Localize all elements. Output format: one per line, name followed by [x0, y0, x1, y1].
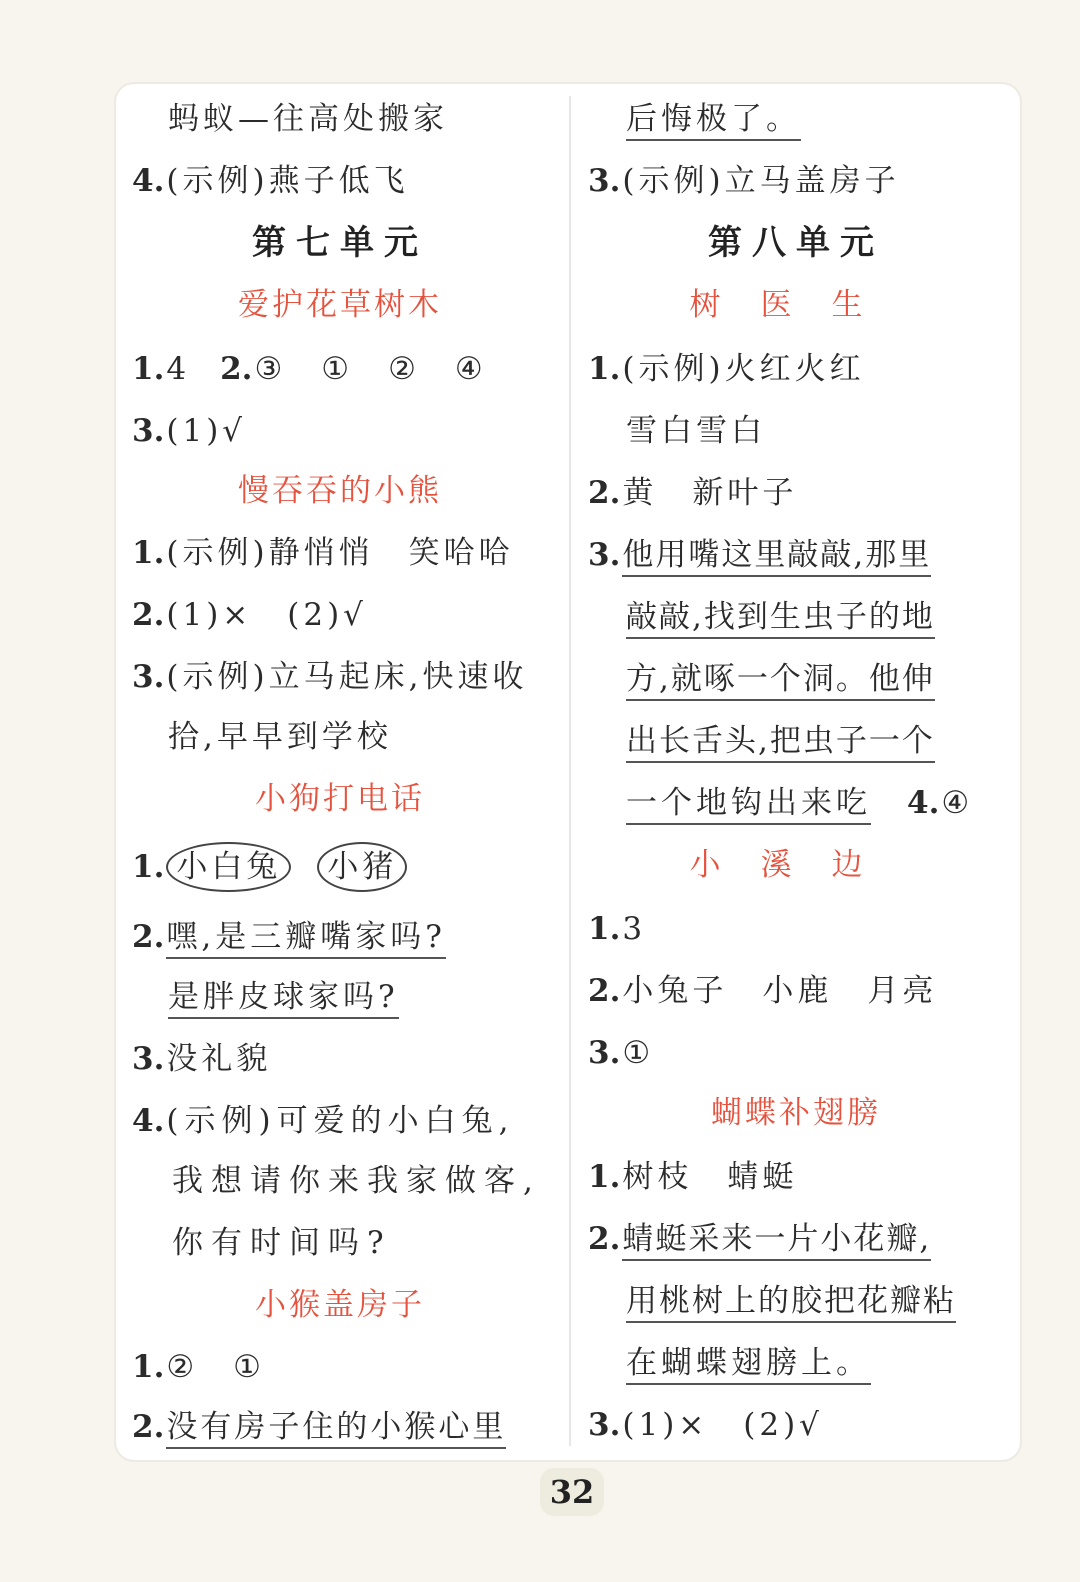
question-number: 2.	[132, 597, 165, 633]
answer-line	[588, 150, 900, 212]
question-number: 3.	[588, 537, 621, 573]
answer-text: 没有房子住的小猴心里	[166, 1409, 506, 1449]
answer-line	[626, 1332, 871, 1394]
answer-line	[626, 648, 935, 710]
unit-title: 第八单元	[708, 223, 884, 263]
answer-line	[588, 1208, 931, 1270]
answer-text: (示例)火红火红	[622, 351, 865, 387]
answer-line	[132, 646, 527, 708]
answer-text: 蜻蜓采来一片小花瓣,	[622, 1221, 931, 1261]
answer-line	[588, 1022, 654, 1084]
answer-text: 蚂蚁—往高处搬家	[168, 101, 448, 137]
answer-line	[132, 1396, 506, 1458]
question-number: 2.	[588, 1221, 621, 1257]
column-divider	[569, 96, 571, 1446]
answer-text: (示例)立马盖房子	[622, 163, 900, 199]
answer-text: 没礼貌	[166, 1041, 272, 1077]
answer-line	[132, 338, 487, 400]
page-number: 32	[540, 1468, 604, 1516]
answer-text: (示例)可爱的小白兔,	[166, 1103, 515, 1139]
answer-line	[132, 584, 367, 646]
answer-line	[626, 586, 935, 648]
answer-line	[168, 706, 392, 768]
answer-line	[626, 1270, 956, 1332]
question-number: 2.	[132, 919, 165, 955]
answer-text: 一个地钩出来吃	[626, 785, 871, 825]
section-title: 小溪边	[689, 847, 903, 883]
answer-line	[626, 88, 801, 150]
question-number: 1.	[132, 351, 165, 387]
answer-line	[588, 524, 931, 586]
question-number: 2.	[220, 351, 253, 387]
answer-line	[626, 772, 973, 834]
answer-line	[588, 462, 797, 524]
answer-line	[132, 1336, 265, 1398]
section-title: 慢吞吞的小熊	[238, 473, 442, 509]
answer-text: 是胖皮球家吗?	[168, 979, 399, 1019]
answer-line	[588, 1394, 823, 1456]
answer-text: 4	[166, 351, 191, 387]
answer-line	[626, 710, 935, 772]
answer-line	[168, 88, 448, 150]
question-number: 1.	[132, 849, 165, 885]
answer-text: (1)× (2)√	[622, 1407, 823, 1443]
answer-text: 树枝 蜻蜓	[622, 1159, 798, 1195]
answer-text: (1)√	[166, 413, 247, 449]
circled-answer: 小猪	[317, 842, 407, 892]
answer-text: (示例)燕子低飞	[166, 163, 409, 199]
answer-line	[588, 960, 937, 1022]
answer-text: 敲敲,找到生虫子的地	[626, 599, 935, 639]
section-title: 小猴盖房子	[255, 1287, 425, 1323]
answer-text: 在蝴蝶翅膀上。	[626, 1345, 871, 1385]
section-title: 蝴蝶补翅膀	[711, 1095, 881, 1131]
answer-line	[172, 1212, 392, 1274]
answer-text: 雪白雪白	[626, 413, 766, 449]
section-title: 树医生	[689, 287, 903, 323]
answer-text: 小兔子 小鹿 月亮	[622, 973, 938, 1009]
answer-line	[132, 906, 446, 968]
section-title: 小狗打电话	[255, 781, 425, 817]
answer-line	[168, 966, 399, 1028]
question-number: 4.	[132, 1103, 165, 1139]
question-number: 2.	[588, 475, 621, 511]
question-number: 2.	[132, 1409, 165, 1445]
question-number: 3.	[588, 163, 621, 199]
question-number: 4.	[132, 163, 165, 199]
question-number: 1.	[132, 1349, 165, 1385]
question-number: 1.	[588, 1159, 621, 1195]
answer-line	[132, 1090, 514, 1152]
answer-line	[588, 898, 646, 960]
question-number: 1.	[132, 535, 165, 571]
question-number: 3.	[132, 659, 165, 695]
answer-text: ①	[622, 1035, 655, 1071]
answer-line	[132, 150, 409, 212]
question-number: 3.	[132, 1041, 165, 1077]
question-number: 3.	[588, 1407, 621, 1443]
unit-title: 第七单元	[252, 223, 428, 263]
circled-answer: 小白兔	[166, 842, 291, 892]
answer-text: 嘿,是三瓣嘴家吗?	[166, 919, 445, 959]
answer-line	[132, 522, 514, 584]
answer-line	[626, 400, 766, 462]
answer-text: 后悔极了。	[626, 101, 801, 141]
answer-text: (示例)立马起床,快速收	[166, 659, 528, 695]
answer-text: (示例)静悄悄 笑哈哈	[166, 535, 514, 571]
question-number: 3.	[132, 413, 165, 449]
question-number: 1.	[588, 351, 621, 387]
question-number: 3.	[588, 1035, 621, 1071]
answer-line	[132, 400, 246, 462]
answer-text: ② ①	[166, 1349, 265, 1385]
answer-text: 他用嘴这里敲敲,那里	[622, 537, 931, 577]
answer-text: ④	[941, 785, 974, 821]
answer-line	[132, 1028, 271, 1090]
question-number: 1.	[588, 911, 621, 947]
answer-line	[132, 836, 407, 898]
answer-text: (1)× (2)√	[166, 597, 367, 633]
answer-text: 你有时间吗?	[172, 1225, 392, 1261]
question-number: 4.	[907, 785, 940, 821]
answer-text: 我想请你来我家做客,	[172, 1163, 541, 1199]
question-number: 2.	[588, 973, 621, 1009]
answer-text: 方,就啄一个洞。他伸	[626, 661, 935, 701]
answer-line	[172, 1150, 541, 1212]
answer-text: 3	[622, 911, 647, 947]
answer-text: 用桃树上的胶把花瓣粘	[626, 1283, 956, 1323]
answer-text: ③ ① ② ④	[254, 351, 487, 387]
answer-line	[588, 1146, 797, 1208]
answer-line	[588, 338, 865, 400]
answer-text: 黄 新叶子	[622, 475, 798, 511]
answer-text: 拾,早早到学校	[168, 719, 392, 755]
section-title: 爱护花草树木	[238, 287, 442, 323]
answer-text: 出长舌头,把虫子一个	[626, 723, 935, 763]
